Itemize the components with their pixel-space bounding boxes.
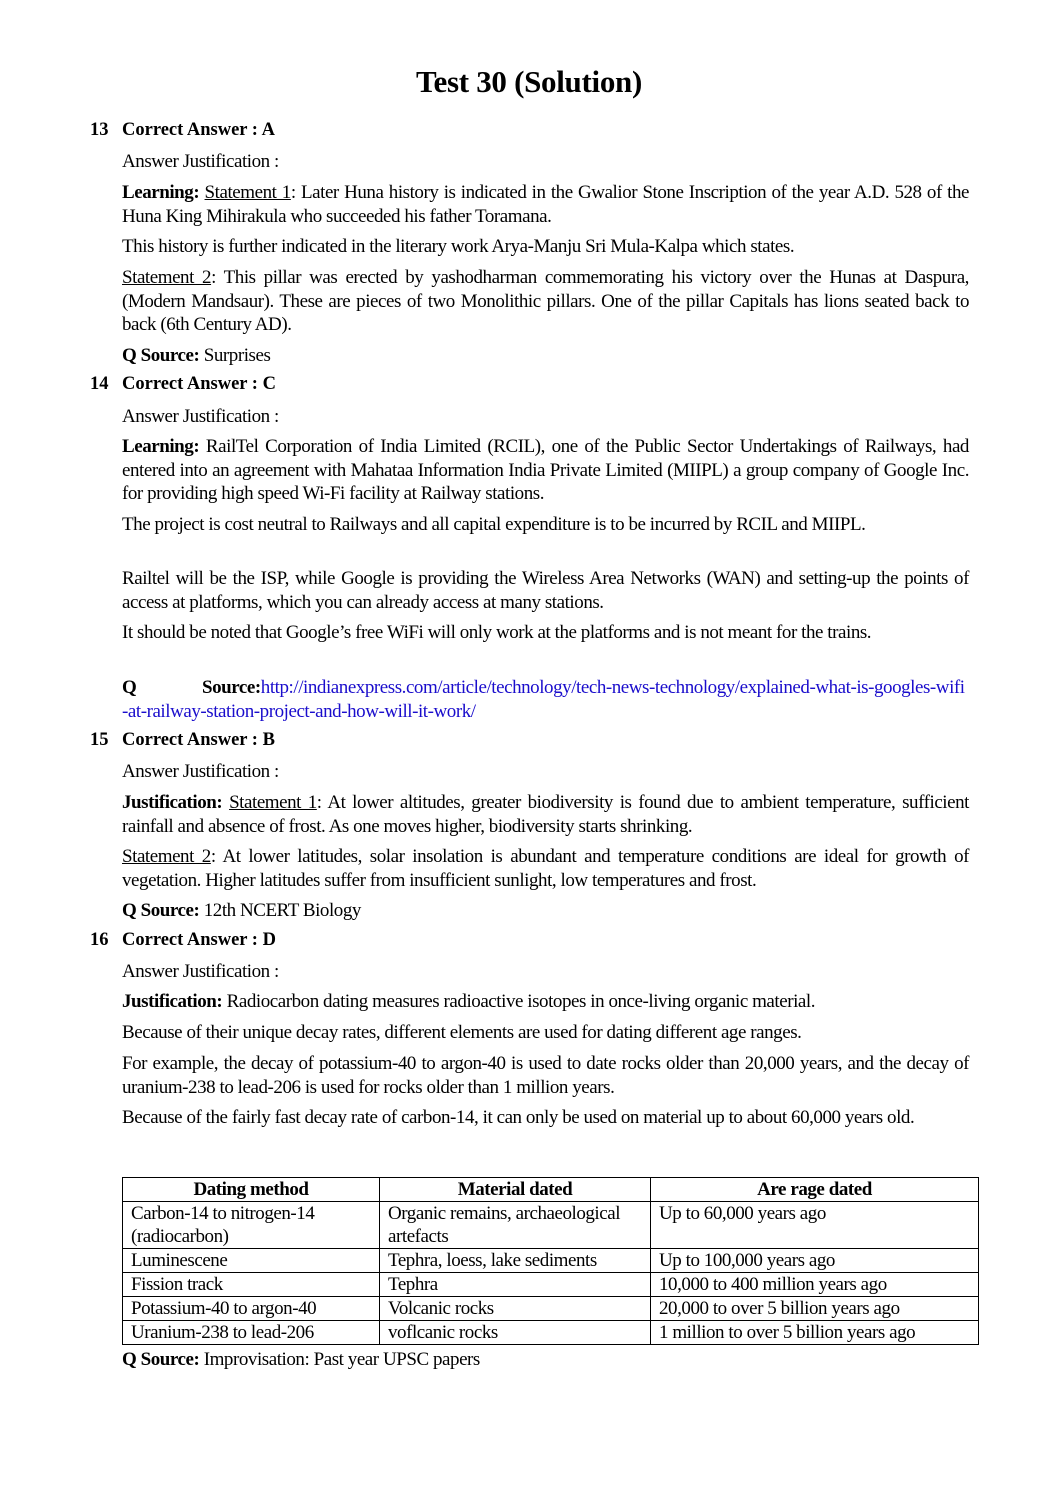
question-number: 15 — [90, 730, 109, 750]
column-header: Material dated — [380, 1178, 651, 1202]
paragraph-text: : This pillar was erected by yashodharman commemorating his victory over the Hunas at Daspura, (Modern Mandsaur). These are pieces of two Monolithic pillars. One of the pillar Capitals has lions seated back to back (6th Century AD). — [122, 267, 969, 335]
table-cell: Tephra, loess, lake sediments — [380, 1249, 651, 1273]
q15-justification-paragraph — [122, 791, 969, 838]
table-cell: 20,000 to over 5 billion years ago — [651, 1297, 979, 1321]
source-value: Improvisation: Past year UPSC papers — [203, 1349, 480, 1370]
table-cell: voflcanic rocks — [380, 1321, 651, 1345]
paragraph-text: Radiocarbon dating measures radioactive isotopes in once-living organic material. — [226, 991, 816, 1012]
source-label: Source: — [202, 677, 261, 698]
source-value: Surprises — [203, 345, 271, 366]
q14-paragraph-4: It should be noted that Google’s free WiFi will only work at the platforms and is not meant for the trains. — [122, 622, 872, 643]
question-number: 16 — [90, 930, 109, 950]
answer-justification-label: Answer Justification : — [122, 406, 279, 427]
q14-paragraph-3: Railtel will be the ISP, while Google is providing the Wireless Area Networks (WAN) and setting-up the points of access at platforms, which you can already access at many stations. — [122, 568, 969, 613]
answer-justification-label: Answer Justification : — [122, 151, 279, 172]
correct-answer: Correct Answer : C — [122, 374, 276, 394]
source-label: Q Source: — [122, 345, 200, 366]
q14-source — [122, 676, 969, 723]
table-cell: Carbon-14 to nitrogen-14 (radiocarbon) — [123, 1202, 380, 1249]
justification-label: Justification: — [122, 792, 223, 813]
table-row — [123, 1202, 979, 1249]
q14-paragraph-2: The project is cost neutral to Railways and all capital expenditure is to be incurred by RCIL and MIIPL. — [122, 514, 866, 535]
q15-source — [122, 899, 969, 923]
question-13-header — [90, 120, 275, 141]
table-cell: Uranium-238 to lead-206 — [123, 1321, 380, 1345]
q14-learning-paragraph — [122, 435, 969, 506]
q13-paragraph-2: This history is further indicated in the literary work Arya-Manju Sri Mula-Kalpa which states. — [122, 236, 795, 257]
table-cell: Tephra — [380, 1273, 651, 1297]
statement-1-label: Statement 1 — [229, 792, 317, 813]
table-row — [123, 1321, 979, 1345]
source-label: Q Source: — [122, 1349, 200, 1370]
dating-methods-table — [122, 1177, 979, 1345]
q13-statement-2-paragraph — [122, 266, 969, 337]
paragraph-text: : At lower altitudes, greater biodiversity is found due to ambient temperature, sufficient rainfall and absence of frost. As one moves higher, biodiversity starts shrinking. — [122, 792, 969, 837]
q16-paragraph-2: Because of their unique decay rates, different elements are used for dating different age ranges. — [122, 1022, 802, 1043]
source-link[interactable]: http://indianexpress.com/article/technology/tech-news-technology/explained-what-is-googles-wifi-at-railway-station-project-and-how-will-it-work/ — [122, 677, 965, 722]
q16-source — [122, 1349, 480, 1371]
column-header: Dating method — [123, 1178, 380, 1202]
table-row — [123, 1297, 979, 1321]
answer-justification-label: Answer Justification : — [122, 761, 279, 782]
q13-source — [122, 344, 969, 368]
source-q-label: Q — [122, 677, 137, 698]
learning-label: Learning: — [122, 436, 200, 457]
table-cell: Volcanic rocks — [380, 1297, 651, 1321]
correct-answer: Correct Answer : A — [122, 120, 275, 140]
justification-label: Justification: — [122, 991, 223, 1012]
table-cell: Potassium-40 to argon-40 — [123, 1297, 380, 1321]
page-title: Test 30 (Solution) — [416, 64, 642, 99]
q16-justification-paragraph — [122, 990, 969, 1014]
table-cell: 10,000 to 400 million years ago — [651, 1273, 979, 1297]
source-label: Q Source: — [122, 900, 200, 921]
source-value: 12th NCERT Biology — [203, 900, 361, 921]
correct-answer: Correct Answer : D — [122, 930, 276, 950]
paragraph-text: : Later Huna history is indicated in the Gwalior Stone Inscription of the year A.D. 528 of the Huna King Mihirakula who succeeded his father Toramana. — [122, 182, 969, 227]
learning-label: Learning: — [122, 182, 200, 203]
question-15-header — [90, 730, 275, 751]
question-16-header — [90, 930, 276, 951]
q13-learning-paragraph — [122, 181, 969, 228]
statement-2-label: Statement 2 — [122, 267, 212, 288]
question-14-header — [90, 374, 276, 395]
table-row — [123, 1273, 979, 1297]
q16-paragraph-4: Because of the fairly fast decay rate of carbon-14, it can only be used on material up to about 60,000 years old. — [122, 1107, 915, 1128]
table-cell: Fission track — [123, 1273, 380, 1297]
table-row — [123, 1249, 979, 1273]
table-cell: Luminescene — [123, 1249, 380, 1273]
table-header-row — [123, 1178, 979, 1202]
question-number: 13 — [90, 120, 109, 140]
statement-2-label: Statement 2 — [122, 846, 211, 867]
paragraph-text: : At lower latitudes, solar insolation is abundant and temperature conditions are ideal for growth of vegetation. Higher latitudes suffer from insufficient sunlight, low temperatures and frost. — [122, 846, 969, 891]
table-cell: Up to 60,000 years ago — [651, 1202, 979, 1249]
q16-paragraph-3: For example, the decay of potassium-40 to argon-40 is used to date rocks older than 20,000 years, and the decay of uranium-238 to lead-206 is used for rocks older than 1 million years. — [122, 1053, 969, 1098]
table-cell: 1 million to over 5 billion years ago — [651, 1321, 979, 1345]
answer-justification-label: Answer Justification : — [122, 961, 279, 982]
table-cell: Organic remains, archaeological artefacts — [380, 1202, 651, 1249]
table-cell: Up to 100,000 years ago — [651, 1249, 979, 1273]
q15-statement-2-paragraph — [122, 845, 969, 892]
statement-1-label: Statement 1 — [204, 182, 291, 203]
correct-answer: Correct Answer : B — [122, 730, 275, 750]
column-header: Are rage dated — [651, 1178, 979, 1202]
paragraph-text: RailTel Corporation of India Limited (RCIL), one of the Public Sector Undertakings of Railways, had entered into an agreement with Mahataa Information India Private Limited (MIIPL) a group company of Google Inc. for providing high speed Wi-Fi facility at Railway stations. — [122, 436, 969, 504]
question-number: 14 — [90, 374, 109, 394]
